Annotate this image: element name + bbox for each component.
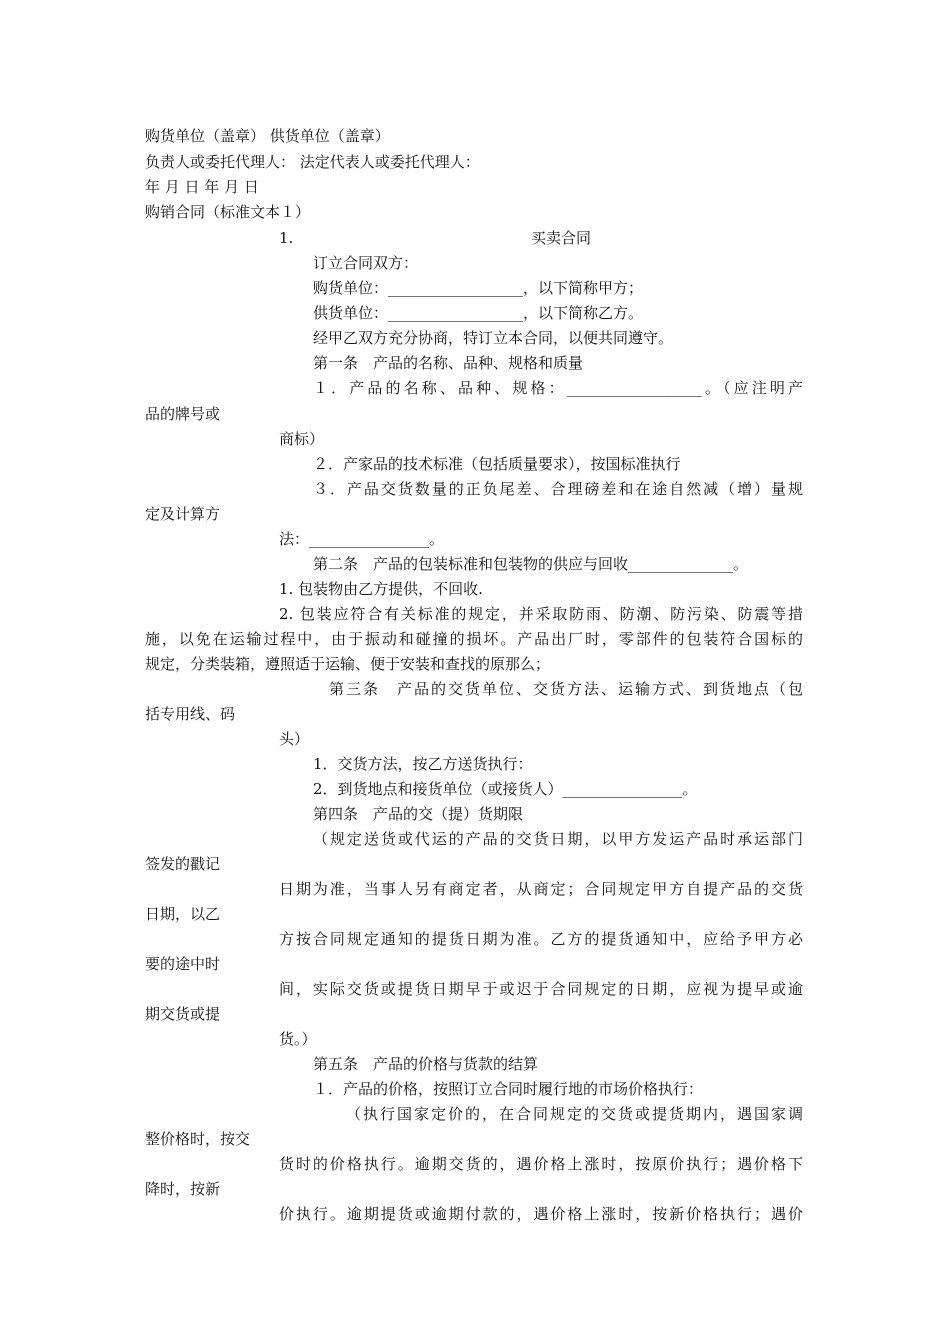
article-1-item-3: ３．产品交货数量的正负尾差、合理磅差和在途自然减（增）量规 bbox=[313, 480, 803, 498]
article-4-text-2-cont: 日期，以乙 bbox=[145, 905, 221, 923]
article-4-text-1: （规定送货或代运的产品的交货日期，以甲方发运产品时承运部门 bbox=[313, 830, 803, 848]
article-1-item-1: １．产品的名称、品种、规格：__________________。（应注明产 bbox=[313, 379, 803, 397]
article-5-text-1-cont: 整价格时，按交 bbox=[145, 1130, 251, 1148]
article-4-text-3: 方按合同规定通知的提货日期为准。乙方的提货通知中，应给予甲方必 bbox=[279, 930, 803, 948]
article-3-heading-end: 头） bbox=[279, 730, 310, 748]
contract-title: 买卖合同 bbox=[531, 229, 592, 247]
article-1-heading: 第一条 产品的名称、品种、规格和质量 bbox=[313, 354, 584, 372]
signature-header: 购货单位（盖章） 供货单位（盖章） bbox=[145, 127, 390, 145]
article-3-item-1: 1．交货方法，按乙方送货执行： bbox=[313, 755, 533, 773]
article-2-item-2: 2. 包装应符合有关标准的规定，并采取防雨、防潮、防污染、防震等措 bbox=[279, 605, 803, 623]
article-1-item-3-cont: 定及计算方 bbox=[145, 505, 221, 523]
article-4-text-4: 间，实际交货或提货日期早于或迟于合同规定的日期，应视为提早或逾 bbox=[279, 980, 803, 998]
article-5-text-1: （执行国家定价的，在合同规定的交货或提货期内，遇国家调 bbox=[346, 1105, 803, 1123]
section-number: 1. bbox=[279, 229, 294, 247]
article-1-item-1-end: 商标） bbox=[279, 430, 325, 448]
article-4-text-2: 日期为准，当事人另有商定者，从商定；合同规定甲方自提产品的交货 bbox=[279, 880, 803, 898]
date-line: 年 月 日 年 月 日 bbox=[145, 178, 259, 196]
article-2-item-2-cont: 施，以免在运输过程中，由于振动和碰撞的损坏。产品出厂时，零部件的包装符合国标的 bbox=[145, 630, 803, 648]
article-5-text-2: 货时的价格执行。逾期交货的，遇价格上涨时，按原价执行；遇价格下 bbox=[279, 1155, 803, 1173]
article-1-item-1-cont: 品的牌号或 bbox=[145, 405, 221, 423]
article-5-text-2-cont: 降时，按新 bbox=[145, 1180, 221, 1198]
article-4-text-4-cont: 期交货或提 bbox=[145, 1005, 221, 1023]
article-1-item-3-end: 法：________________。 bbox=[279, 530, 445, 548]
article-3-item-2: 2．到货地点和接货单位（或接货人）________________。 bbox=[313, 780, 698, 798]
document-title: 购销合同（标准文本１） bbox=[145, 203, 311, 221]
representative-line: 负责人或委托代理人： 法定代表人或委托代理人： bbox=[145, 153, 480, 171]
article-4-heading: 第四条 产品的交（提）货期限 bbox=[313, 805, 524, 823]
article-5-item-1: １．产品的价格，按照订立合同时履行地的市场价格执行： bbox=[313, 1080, 704, 1098]
article-3-heading: 第三条 产品的交货单位、交货方法、运输方式、到货地点（包 bbox=[329, 680, 803, 698]
article-5-text-3: 价执行。逾期提货或逾期付款的，遇价格上涨时，按新价格执行；遇价 bbox=[279, 1205, 803, 1223]
supplier-line: 供货单位：__________________，以下简称乙方。 bbox=[313, 304, 644, 322]
contract-parties-label: 订立合同双方： bbox=[313, 254, 419, 272]
article-4-text-3-cont: 要的途中时 bbox=[145, 955, 221, 973]
article-2-item-1: 1. 包装物由乙方提供，不回收. bbox=[279, 580, 483, 598]
article-2-item-2-end: 规定，分类装箱，遵照适于运输、便于安装和查找的原那么； bbox=[145, 655, 551, 673]
article-3-heading-cont: 括专用线、码 bbox=[145, 705, 236, 723]
article-1-item-2: ２．产家品的技术标准（包括质量要求），按国标准执行 bbox=[313, 455, 681, 473]
buyer-line: 购货单位：__________________，以下简称甲方； bbox=[313, 279, 644, 297]
article-2-heading: 第二条 产品的包装标准和包装物的供应与回收______________。 bbox=[313, 555, 749, 573]
article-5-heading: 第五条 产品的价格与货款的结算 bbox=[313, 1055, 539, 1073]
agreement-intro: 经甲乙双方充分协商，特订立本合同，以便共同遵守。 bbox=[313, 329, 674, 347]
article-4-text-1-cont: 签发的戳记 bbox=[145, 855, 221, 873]
article-4-text-end: 货。） bbox=[279, 1030, 317, 1048]
